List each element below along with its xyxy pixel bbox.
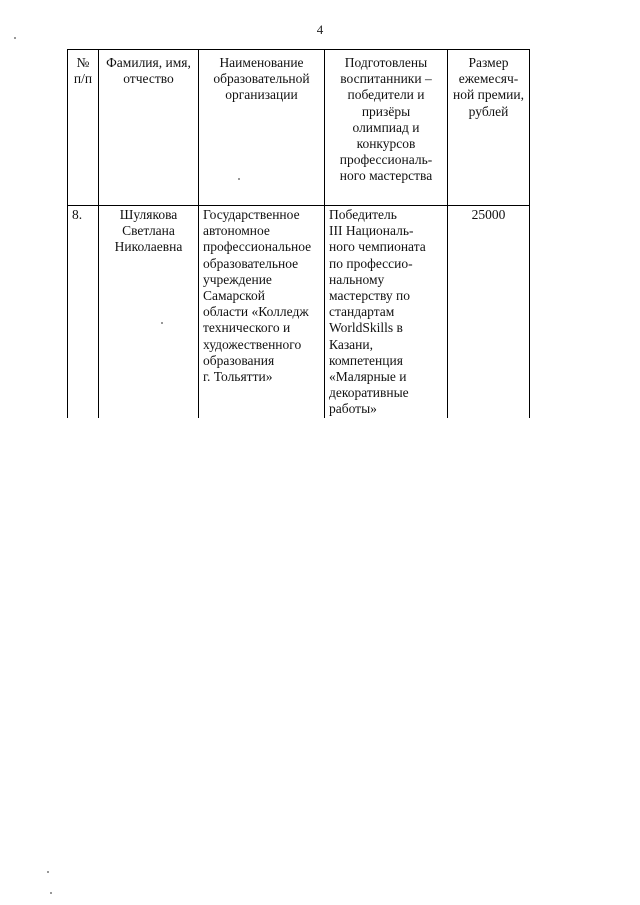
org-line: г. Тольятти» bbox=[203, 369, 273, 385]
org-line: профессиональное bbox=[203, 239, 312, 255]
name-line: Николаевна bbox=[114, 239, 183, 255]
header-line: воспитанники – bbox=[340, 71, 432, 87]
org-line: учреждение bbox=[203, 271, 272, 287]
header-line: ной премии, bbox=[453, 87, 524, 103]
header-line: призёры bbox=[361, 103, 411, 119]
bonus-amount-cell bbox=[448, 206, 530, 418]
scan-speck bbox=[50, 892, 52, 894]
achievement-line: «Малярные и bbox=[329, 369, 407, 385]
header-line: профессиональ- bbox=[339, 152, 433, 168]
achievement-line: по профессио- bbox=[329, 255, 413, 271]
org-line: образования bbox=[203, 352, 275, 368]
header-line: образовательной bbox=[213, 71, 310, 87]
header-line: отчество bbox=[123, 71, 174, 87]
header-line: ежемесяч- bbox=[458, 71, 519, 87]
header-line: Подготовлены bbox=[344, 55, 428, 70]
header-line: п/п bbox=[73, 71, 93, 87]
header-cell-achievements bbox=[325, 50, 448, 206]
org-line: технического и bbox=[203, 320, 291, 336]
table-header-row bbox=[68, 50, 530, 206]
scan-speck bbox=[47, 871, 49, 873]
achievement-line: III Националь- bbox=[329, 223, 414, 239]
scan-speck bbox=[14, 37, 16, 39]
page-number: 4 bbox=[316, 22, 324, 37]
bonus-amount: 25000 bbox=[471, 207, 506, 222]
achievement-line: нальному bbox=[329, 271, 385, 287]
org-line: образовательное bbox=[203, 255, 299, 271]
achievement-line: компетенция bbox=[329, 352, 403, 368]
achievement-line: мастерству по bbox=[329, 288, 410, 304]
header-line: № bbox=[76, 55, 90, 70]
header-line: Наименование bbox=[219, 55, 304, 70]
bonus-table bbox=[67, 49, 530, 418]
org-line: области «Колледж bbox=[203, 304, 309, 320]
org-line: автономное bbox=[203, 223, 270, 239]
organization-cell bbox=[199, 206, 325, 418]
achievement-line: работы» bbox=[329, 401, 377, 417]
header-line: конкурсов bbox=[356, 136, 416, 152]
achievement-line: Победитель bbox=[329, 207, 397, 222]
header-line: ного мастерства bbox=[339, 168, 433, 184]
header-cell-number bbox=[68, 50, 99, 206]
scan-speck bbox=[161, 322, 163, 324]
header-line: Размер bbox=[468, 55, 509, 70]
achievement-line: ного чемпионата bbox=[329, 239, 426, 255]
table-row bbox=[68, 206, 530, 418]
header-line: олимпиад и bbox=[352, 119, 420, 135]
header-cell-full-name bbox=[99, 50, 199, 206]
org-line: Государственное bbox=[203, 207, 300, 222]
name-line: Светлана bbox=[122, 223, 175, 239]
row-number-cell bbox=[68, 206, 99, 418]
header-line: рублей bbox=[468, 103, 509, 119]
header-cell-organization bbox=[199, 50, 325, 206]
header-cell-bonus-amount bbox=[448, 50, 530, 206]
scan-speck bbox=[238, 178, 240, 180]
org-line: Самарской bbox=[203, 288, 266, 304]
achievement-line: WorldSkills в bbox=[329, 320, 403, 336]
header-line: Фамилия, имя, bbox=[106, 55, 191, 70]
org-line: художественного bbox=[203, 336, 302, 352]
achievements-cell bbox=[325, 206, 448, 418]
header-line: победители и bbox=[347, 87, 425, 103]
achievement-line: декоративные bbox=[329, 385, 409, 401]
full-name-cell bbox=[99, 206, 199, 418]
row-number: 8. bbox=[72, 207, 83, 222]
achievement-line: стандартам bbox=[329, 304, 395, 320]
name-line: Шулякова bbox=[119, 207, 178, 222]
header-line: организации bbox=[225, 87, 298, 103]
achievement-line: Казани, bbox=[329, 336, 373, 352]
